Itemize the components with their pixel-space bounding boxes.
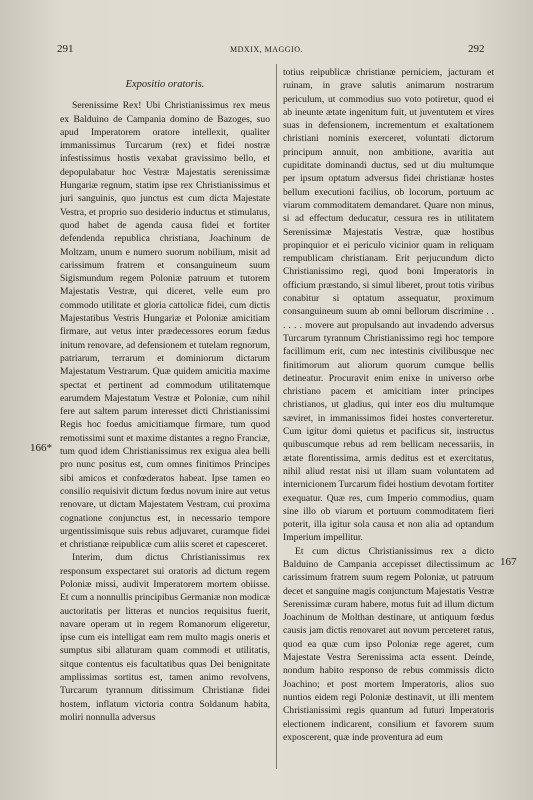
- page-number-left: 291: [57, 43, 74, 55]
- right-column: [283, 66, 494, 744]
- paragraph: totius reipublicæ christianæ perniciem, jacturam et ruinam, in grave salutis animarum nostrarum periculum, ut commodius suo voto potiretur, quod ei ab ineunte ætate ingenitum fuit, ut juventutem et vires suas in defensionem, incrementum et exaltationem christiani nominis exerceret, voluntati dictorum principum annuit, non ambitione, avaritia aut cupiditate dominandi ductus, sed ut diu multumque per ipsum optatum adversus fidei christianæ hostes bellum executioni facilius, ob locorum, portuum ac viarum commoditatem demandaret. Quare non minus, si ad effectum deducatur, cessura res in utilitatem Serenissimæ Majestatis Vestræ, quæ hostibus propinquior et ei periculo vicinior quam in reliquam rempublicam christianam. Erit perjucundum dicto Christianissimo regi, quod boni Imperatoris in officium præstando, si simul liberet, prout totis viribus conabitur si optatum assequatur, proximum consanguineum suum ab omni bellorum discrimine . . . . . . movere aut propulsando aut invadendo adversus Turcarum tyrannum Christianissimo regi hoc tempore facillimum erit, cum nec intestinis civilibusque nec finitimorum aut aliorum quorum cumque bellis detineatur. Procuravit enim enixe in universo orbe christiano pacem et amicitiam inter principes christianos, ut gladius, qui inter eos diu multumque sæviret, in immanissimos fidei hostes converteretur. Cum igitur domi quietus et pacificus sit, instructus quibuscumque rebus ad rem bellicam necessariis, in ætate florentissima, armis deditus est et exercitatus, nihil aliud restat nisi ut illam suam voluntatem ad internicionem Turcarum fidei hostium devotam fortiter exequatur. Quæ res, cum Imperio commodius, quam sine illo ob viarum et portuum commoditatem fieri poterit, illa igitur sola causa et non alia ad optandum Imperium impellitur.: [283, 67, 494, 544]
- left-column: [60, 66, 270, 724]
- column-divider: [276, 64, 277, 769]
- running-head: [0, 43, 533, 59]
- running-title: MDXIX, MAGGIO.: [230, 45, 303, 54]
- paragraph: Interim, dum dictus Christianissimus rex responsum exspectaret sui oratoris ad dictum regem Poloniæ missi, audivit Imperatorem mortem obiisse. Et cum a nonnullis principibus Germaniæ non modicæ auctoritatis per litteras et nuncios requisitus fuerit, navare operam ut in regem Romanorum eligeretur, ipse cum eis intelligat eam rem multo magis oneris et sumptus sibi allaturam quam commodi et utilitatis, sitque contentus eis facultatibus quas Dei benignitate amplissimas sortitus est, tamen animo revolvens, Turcarum tyrannum ditissimum Christianæ fidei hostem, inflatum victoria contra Soldanum habita, moliri nonnulla adversus: [60, 552, 270, 723]
- paragraph: Serenissime Rex! Ubi Christianissimus rex meus ex Balduino de Campania domino de Bazoges, suo apud Imperatorem oratore intellexit, qualiter immanissimus Turcarum (rex) et fidei nostræ infestissimus hostis vexabat gravissimo bello, et depopulabatur hoc Vestræ Majestatis serenissimæ Hungariæ regnum, statim ipse rex Christianissimus et juri sanguinis, quo junctus est cum dicta Majestate Vestra, et proprio suo desiderio inductus et stimulatus, quod habet de agenda causa fidei et fortiter defendenda republica christiana, Joachinum de Moltzam, unum e numero suorum nobilium, misit ad carissimum fratrem et consanguineum suum Sigismundum regem Poloniæ patruum et tutorem Majestatis Vestræ, qui diceret, velle eum pro commodo utilitate et gloria cattolicæ fidei, cum dictis Majestatibus Vestris Hungariæ et Poloniæ amicitiam firmare, aut vetus inter prædecessores eorum fædus initum renovare, ad defensionem et tutelam regnorum, patriarum, terrarum et dominiorum dictarum Majestatum Vestrarum. Quæ quidem amicitia maxime spectat et pertinent ad commodum utilitatemque earumdem Majestatum Vestræ et Poloniæ, cum nihil fere aut saltem parum interesset dicti Christianissimi Regis hoc foedus amicitiamque firmare, tum quod remotissimi sunt et maxime distantes a regno Franciæ, tum quod idem Christianissimus rex exigua alea belli pro nunc positus est, cum omnes finitimos Principes sibi amicos et confœderatos habeat. Ipse tamen eo consilio requisivit dictum fœdus novum inire aut vetus renovare, ut dictam Majestatem Vestram, cui proxima cognatione conjunctus est, in necessario tempore urgentissimisque suis rebus adjuvaret, curamque fidei et christianæ reipublicæ cum aliis sceret et capesceret.: [60, 100, 270, 551]
- page-number-right: 292: [468, 43, 485, 55]
- margin-number-left: 166*: [30, 442, 52, 454]
- paragraph: Et cum dictus Christianissimus rex a dicto Balduino de Campania accepisset dilectissimum ac carissimum fratrem suum regem Poloniæ, ut patruum decet et sanguine magis conjunctum Majestatis Vestræ Serenissimæ curam habere, motus fuit ad illum dictum Joachinum de Molthan destinare, ut antiquum fœdus causis jam dictis renovaret aut novum perceteret ratus, quod ea quæ cum ipso Poloniæ rege ageret, cum Majestate Vestra Serenissima acta essent. Deinde, nondum habito responso de rebus commissis dicto Joachino; et post mortem Imperatoris, alios suo nuntios eidem regi Poloniæ destinavit, ut illi mentem Christianissimi regis quantum ad futuri Imperatoris electionem indicarent, consilium et favorem suum exposcerent, quæ inde proventura ad eum: [283, 545, 494, 743]
- margin-number-right: 167: [500, 556, 517, 568]
- section-title: Expositio oratoris.: [125, 79, 205, 90]
